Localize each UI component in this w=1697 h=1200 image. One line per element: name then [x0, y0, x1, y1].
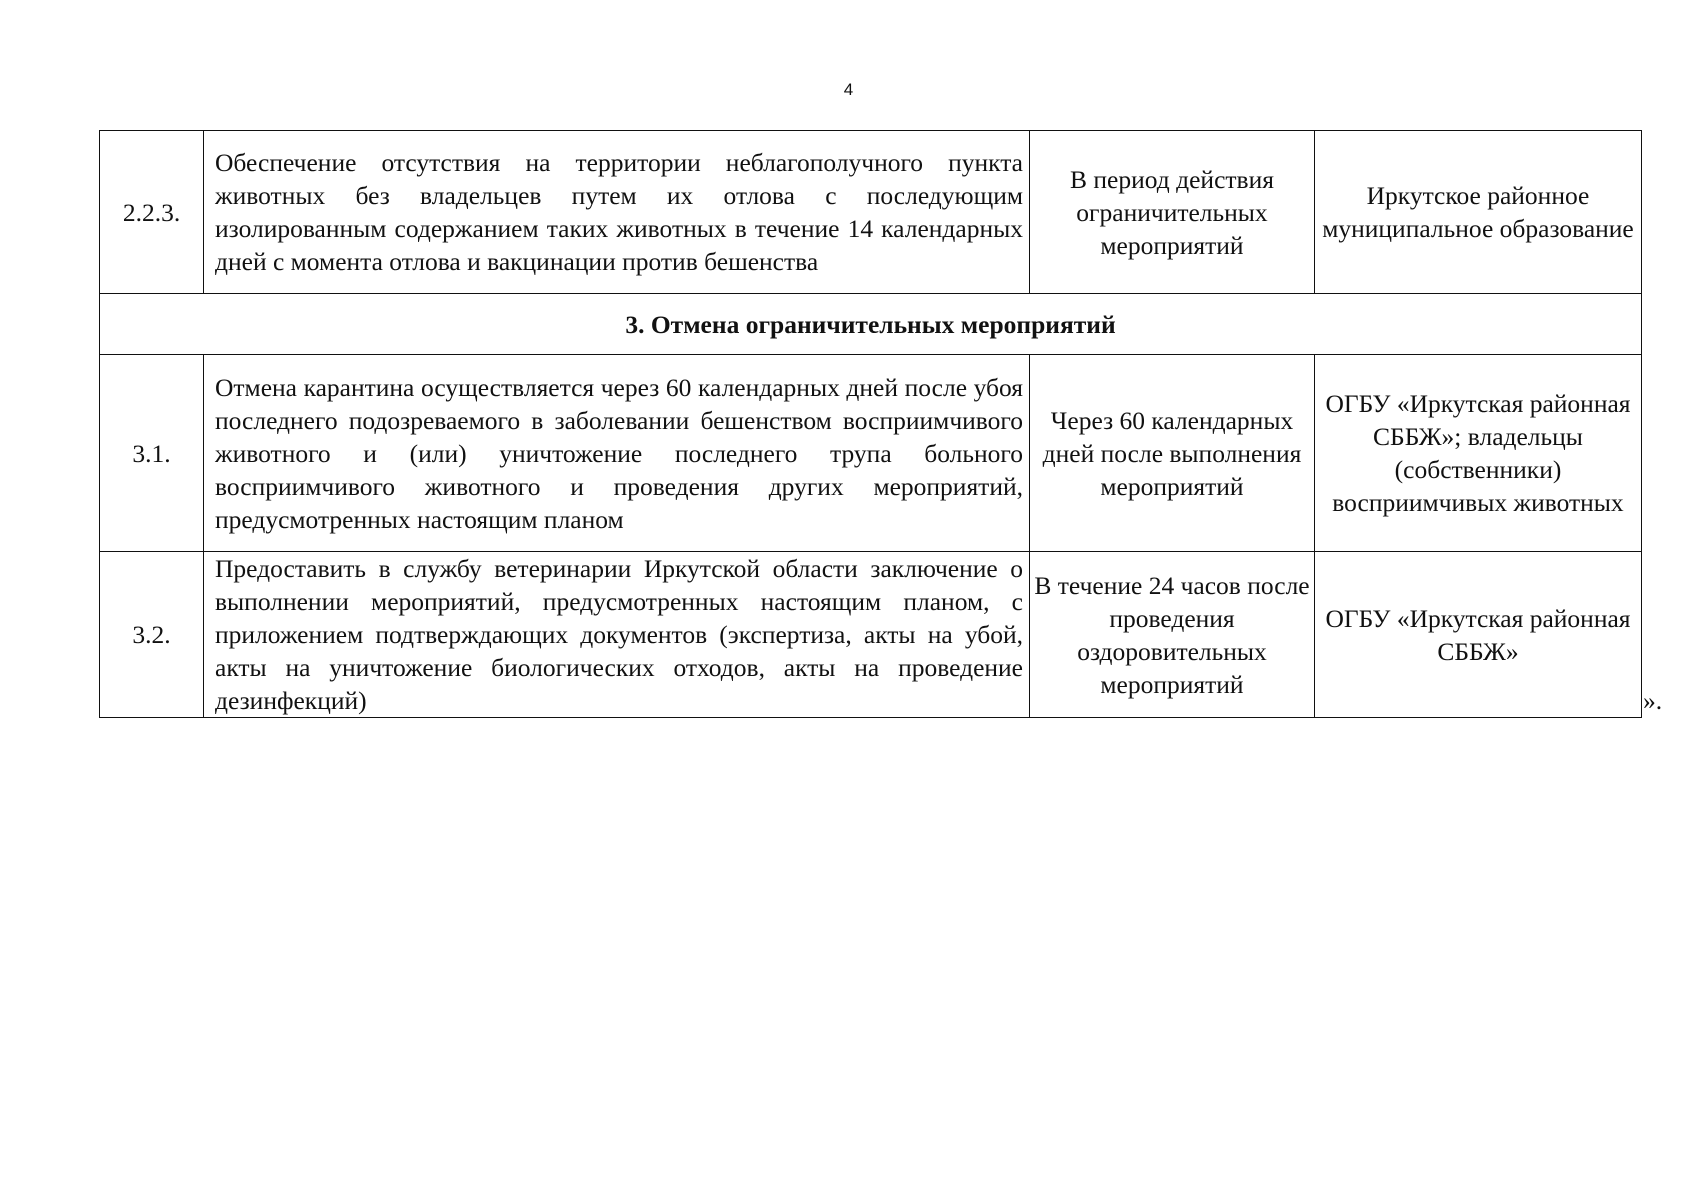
- page-number: 4: [843, 80, 854, 99]
- section-row: [100, 294, 1642, 355]
- closing-quote-mark: ».: [1643, 686, 1663, 715]
- responsible-party: Иркутское районное муниципальное образование: [1315, 131, 1642, 294]
- measure-description: Отмена карантина осуществляется через 60 календарных дней после убоя последнего подозреваемого в заболевании бешенством восприимчивого животного и (или) уничтожение последнего трупа больного восприимчивого животного и проведения других мероприятий, предусмотренных настоящим планом: [204, 355, 1030, 552]
- item-number: 3.1.: [100, 355, 204, 552]
- table-row: [100, 552, 1642, 718]
- table-row: [100, 131, 1642, 294]
- responsible-party: ОГБУ «Иркутская районная СББЖ»: [1315, 552, 1642, 718]
- measure-description: Предоставить в службу ветеринарии Иркутской области заключение о выполнении мероприятий, предусмотренных настоящим планом, с приложением подтверждающих документов (экспертиза, акты на убой, акты на уничтожение биологических отходов, акты на проведение дезинфекций): [204, 552, 1030, 718]
- responsible-party: ОГБУ «Иркутская районная СББЖ»; владельцы (собственники) восприимчивых животных: [1315, 355, 1642, 552]
- item-number: 3.2.: [100, 552, 204, 718]
- execution-term: В период действия ограничительных мероприятий: [1030, 131, 1315, 294]
- item-number: 2.2.3.: [100, 131, 204, 294]
- execution-term: В течение 24 часов после проведения оздоровительных мероприятий: [1030, 552, 1315, 718]
- measures-table: [99, 130, 1642, 718]
- section-title: 3. Отмена ограничительных мероприятий: [100, 294, 1642, 355]
- measure-description: Обеспечение отсутствия на территории неблагополучного пункта животных без владельцев путем их отлова с последующим изолированным содержанием таких животных в течение 14 календарных дней с момента отлова и вакцинации против бешенства: [204, 131, 1030, 294]
- execution-term: Через 60 календарных дней после выполнения мероприятий: [1030, 355, 1315, 552]
- table-row: [100, 355, 1642, 552]
